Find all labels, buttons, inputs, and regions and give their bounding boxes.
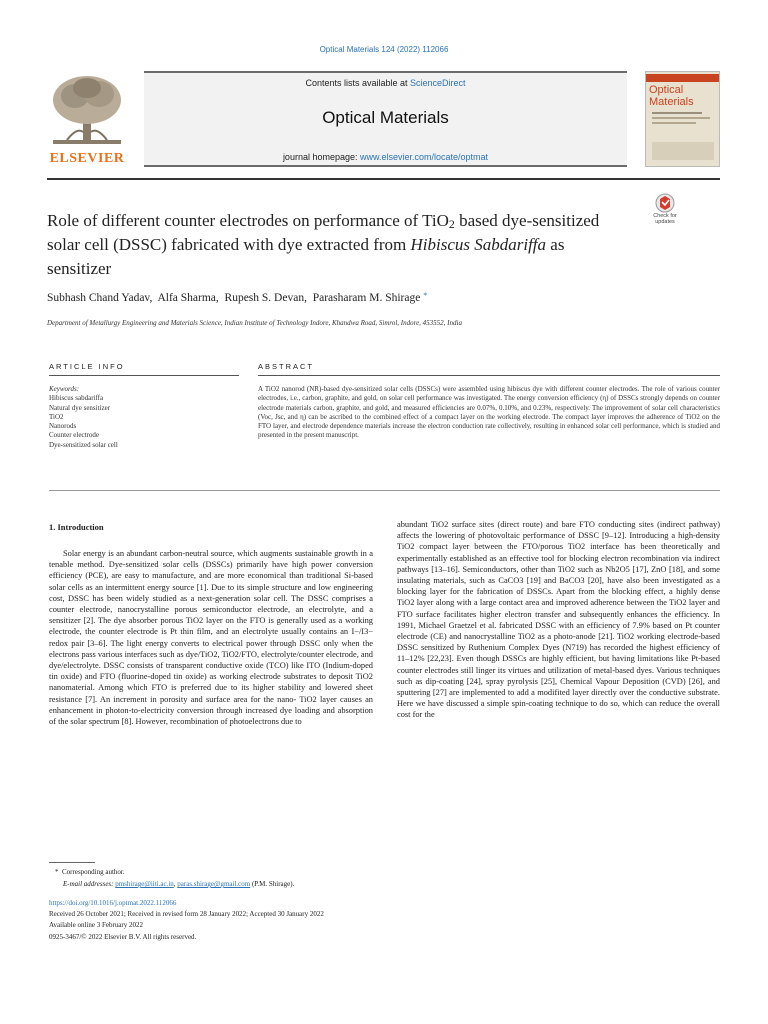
abstract-bottom-rule [49,490,720,491]
body-column-right [397,519,720,721]
keywords-heading: Keywords: [49,385,80,393]
article-title [47,209,627,281]
keywords-block [49,385,239,450]
check-updates-label: Check for updates [653,213,677,225]
title-part-1: Role of different counter electrodes on performance of TiO [47,211,449,230]
header-rule [47,178,720,180]
author-name[interactable]: Rupesh S. Devan [224,292,305,304]
keyword: TiO2 [49,412,64,421]
cover-stripe [646,74,720,82]
body-column-left [49,548,373,727]
paragraph: abundant TiO2 surface sites (direct route) and bare FTO conducting sites (indirect pathway) affects the lowering of photovoltaic performance of DSSC [9–12]. Introducing a high-density TiO2 compact layer between the FTO/porous TiO2 interface has been theoretically and experimentally established as an effective tool for blocking electron recombination via indirect pathways [13–16]. Semiconductors, other than TiO2 such as Nb2O5 [17], ZnO [18], and some insulating materials, such as CaCO3 [19] and BaCO3 [20], have also been investigated as a blocking layer for the fabrication of DSSCs. Apart from the blocking effect, a highly dense TiO2 layer along with a large contact area and improved adherence between the TiO2 layer and FTO surface facilitates higher electron transfer and subsequently enhances the efficiency. In 1991, Michael Graetzel et al. fabricated DSSC with an efficiency of 7.9% based on Pt counter electrode (CE) and nanocrystalline TiO2 as a photo-anode [21]. TiO2 working electrode-based DSSC sensitized by Ruthenium Complex Dyes (N719) has recorded the highest efficiency of 11–12% [22,23]. Even though DSSCs are highly efficient, but having limitations like Pt-based counter electrodes still linger its virtues and utilization of metal-based dyes. Various techniques such as dip-coating [24], spray pyrolysis [25], Chemical Vapour Deposition (CVD) [26], and sputtering [27] are implemented to add a modifited layer directly over the conductive substrate. Here we have discussed a simple spin-coating technique to do so, which can reduce the overall cost for the [397,520,720,720]
abstract-label: ABSTRACT [258,362,315,371]
abstract-text: A TiO2 nanorod (NR)-based dye-sensitized solar cells (DSSCs) were assembled using hibiscus dye with different counter electrodes. The role of various counter electrodes, i.e., carbon, graphite, and gold, on solar cell performance was investigated. The energy conversion efficiency (η) of DSSCs strongly depends on counter electrode materials carbon, graphite, and gold, and measured efficiencies are 0.07%, 0.10%, and 0.23%, respectively. The improvement of solar cell characteristics (Voc, Jsc, and η) can be ascribed to the combined effect of a compact layer on the working electrode. The compact layer improves the adherence of TiO2 on the FTO layer, and electrode dependence materials increase the electron conduction rate collectively, resulting in enhanced solar cell performance, which is studied and presented in the present manuscript. [258,385,720,440]
journal-homepage-link[interactable]: www.elsevier.com/locate/optmat [360,152,489,162]
check-for-updates-badge[interactable] [645,193,685,233]
received-dates: Received 26 October 2021; Received in revised form 28 January 2022; Accepted 30 January 2022 [49,910,324,919]
contents-line [144,78,627,88]
footnote: * Corresponding author. E-mail addresses: pmshirage@iiti.ac.in, paras.shirage@gmail.com (P.M. Shirage). [55,868,295,888]
article-info-label: ARTICLE INFO [49,362,125,371]
author-name[interactable]: Subhash Chand Yadav [47,292,150,304]
paragraph: Solar energy is an abundant carbon-neutral source, which augments sustainable growth in a tenable method. Dye-sensitized solar cells (DSSCs) primarily have high power conversion efficiency (PCE), are easy to manufacture, and are more economical than traditional Si-based solar cells as an intermittent energy source [1]. Due to its simple structure and low engineering cost, DSSC has been widely studied as a next-generation solar cell. The DSSC comprises a counter electrode, nanocrystalline porous semiconductor electrode, an electrolyte, and a sensitizer [2]. The dye absorber porous TiO2 layer on the FTO is generally used as a working electrode, the counter electrode is Pt thin film, and an electrolyte usually contains an I−/I3− redox pair [3–6]. The light energy converts to electrical power through DSSC only when the electrons pass various interfaces such as dye/TiO2, TiO2/FTO, electrolyte/counter electrode, and dye/electrolyte. DSSC consists of transparent conductive oxide (TCO) like ITO (Indium-doped tin oxide) and FTO (fluorine-doped tin oxide) as working electrode substrates to deposit TiO2 nanomaterial. Among which FTO is preferred due to its higher stability and lowered sheet resistance [7]. An increment in porosity and surface area for the nano- TiO2 layer causes an enhancement in photon-to-electricity conversion through increased dye loading and absorption of the solar spectrum [8]. However, recombination of photoelectrons due to [49,549,373,727]
homepage-line [144,152,627,162]
keyword: Hibiscus sabdariffa [49,394,104,403]
keyword: Natural dye sensitizer [49,403,111,412]
author-name[interactable]: Parasharam M. Shirage [312,292,421,304]
doi-link[interactable]: https://doi.org/10.1016/j.optmat.2022.112066 [49,899,177,907]
keyword: Nanorods [49,422,77,431]
title-italic: Hibiscus Sabdariffa [410,235,547,254]
available-online: Available online 3 February 2022 [49,921,143,930]
keyword: Dye-sensitized solar cell [49,440,118,449]
check-updates-icon [645,193,685,215]
corresponding-author-note: Corresponding author. [62,868,125,876]
title-part-2: based dye-sensitized solar cell (DSSC) fabricated with dye extracted from [47,211,600,254]
author-list: Subhash Chand Yadav, Alfa Sharma, Rupesh S. Devan, Parasharam M. Shirage * [47,291,428,304]
journal-reference[interactable]: Optical Materials 124 (2022) 112066 [319,45,449,54]
journal-title: Optical Materials [322,108,449,127]
elsevier-wordmark: ELSEVIER [49,151,125,166]
affiliation: Department of Metallurgy Engineering and Materials Science, Indian Institute of Technology Indore, Khandwa Road, Simrol, Indore, 453552, India [47,319,462,327]
email-link[interactable]: pmshirage@iiti.ac.in [115,880,174,888]
email-suffix: (P.M. Shirage). [251,880,295,888]
sciencedirect-link[interactable]: ScienceDirect [410,78,466,88]
homepage-prefix: journal homepage: [282,152,360,162]
cover-text-lines-icon [652,112,714,162]
author-name[interactable]: Alfa Sharma [157,292,216,304]
keyword: Counter electrode [49,431,99,440]
cover-title: Optical Materials [649,84,694,108]
email-link[interactable]: paras.shirage@gmail.com [177,880,251,888]
title-subscript: 2 [448,217,455,231]
article-info-rule [49,375,239,376]
corresponding-author-mark[interactable]: * [423,291,428,300]
footnote-mark: * [55,868,62,876]
section-heading: 1. Introduction [49,522,104,532]
abstract-rule [258,375,720,376]
title-part-3: as sensitizer [47,235,565,278]
contents-prefix: Contents lists available at [305,78,411,88]
copyright-line: 0925-3467/© 2022 Elsevier B.V. All rights reserved. [49,932,197,941]
publication-info [49,898,549,943]
email-label: E-mail addresses: [63,880,114,888]
journal-cover-thumbnail[interactable] [645,71,720,167]
footnote-rule [49,862,95,863]
